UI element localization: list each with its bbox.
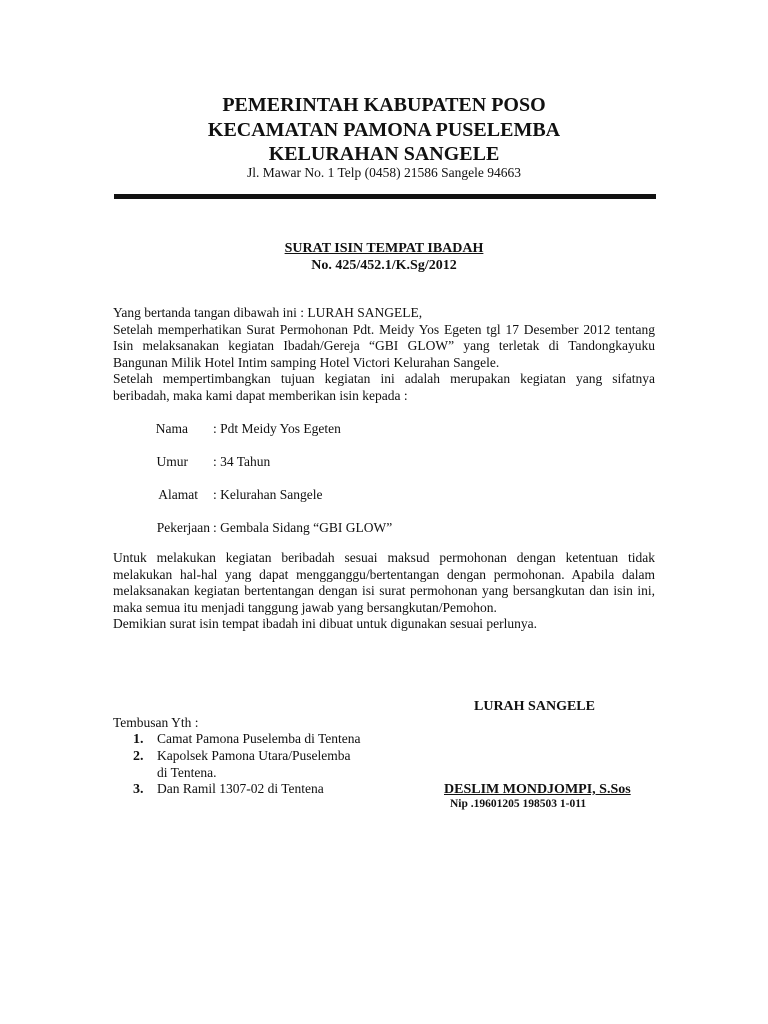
field-label: Alamat <box>158 487 198 502</box>
body-line: melakukan hal-hal yang dapat mengganggu/bertentangan dengan permohonan. Apabila dalam <box>113 566 655 582</box>
letterhead-address: Jl. Mawar No. 1 Telp (0458) 21586 Sangele 94663 <box>246 165 521 180</box>
copies-item <box>133 748 350 765</box>
body-paragraph <box>113 550 655 633</box>
body-line: melaksanakan kegiatan bertentangan dengan isi surat permohonan yang bersangkutan dan isin ini, <box>113 583 655 598</box>
letter-title: SURAT ISIN TEMPAT IBADAH <box>284 241 484 256</box>
copies-item-text: Camat Pamona Puselemba di Tentena <box>157 731 361 746</box>
field-value: : Gembala Sidang “GBI GLOW” <box>213 520 393 535</box>
copies-item <box>133 781 324 798</box>
copies-heading: Tembusan Yth : <box>113 715 199 730</box>
copies-item <box>133 731 361 748</box>
letterhead-district: KECAMATAN PAMONA PUSELEMBA <box>207 119 561 141</box>
field-value: : Kelurahan Sangele <box>213 487 323 502</box>
intro-line: Bangunan Milik Hotel Intim samping Hotel Victori Kelurahan Sangele. <box>113 354 500 370</box>
copies-item-text: Dan Ramil 1307-02 di Tentena <box>157 781 324 796</box>
copies-item-continuation: di Tentena. <box>157 765 217 780</box>
copies-item-number: 1. <box>133 732 144 747</box>
intro-line: Yang bertanda tangan dibawah ini : LURAH SANGELE, <box>113 305 423 320</box>
field-label: Pekerjaan <box>156 520 210 535</box>
field-label: Umur <box>156 454 188 469</box>
letterhead-government: PEMERINTAH KABUPATEN POSO <box>222 94 546 116</box>
body-line: Demikian surat isin tempat ibadah ini dibuat untuk digunakan sesuai perlunya. <box>113 616 538 631</box>
body-line: maka semua itu menjadi tanggung jawab yang bersangkutan/Pemohon. <box>113 599 497 615</box>
field-label: Nama <box>155 421 188 436</box>
field-value: : 34 Tahun <box>213 454 271 469</box>
letterhead-subdistrict: KELURAHAN SANGELE <box>268 143 500 165</box>
letterhead-divider <box>114 194 656 199</box>
copies-item-number: 3. <box>133 782 144 797</box>
intro-paragraph <box>113 305 655 404</box>
field-value: : Pdt Meidy Yos Egeten <box>213 421 341 436</box>
copies-item-text: Kapolsek Pamona Utara/Puselemba <box>157 748 351 763</box>
intro-line: beribadah, maka kami dapat memberikan isin kepada : <box>113 387 408 403</box>
body-line: Untuk melakukan kegiatan beribadah sesuai maksud permohonan dengan ketentuan tidak <box>113 550 655 565</box>
intro-line: Isin melaksanakan kegiatan Ibadah/Gereja “GBI GLOW” yang terletak di Tandongkayuku <box>113 338 655 353</box>
letter-number: No. 425/452.1/K.Sg/2012 <box>311 258 457 273</box>
copies-item-number: 2. <box>133 749 144 764</box>
signature-position: LURAH SANGELE <box>474 699 595 714</box>
signature-name: DESLIM MONDJOMPI, S.Sos <box>444 782 631 797</box>
intro-line: Setelah mempertimbangkan tujuan kegiatan ini adalah merupakan kegiatan yang sifatnya <box>113 371 655 386</box>
signature-nip: Nip .19601205 198503 1-011 <box>450 798 587 810</box>
intro-line: Setelah memperhatikan Surat Permohonan Pdt. Meidy Yos Egeten tgl 17 Desember 2012 tentang <box>113 321 655 337</box>
